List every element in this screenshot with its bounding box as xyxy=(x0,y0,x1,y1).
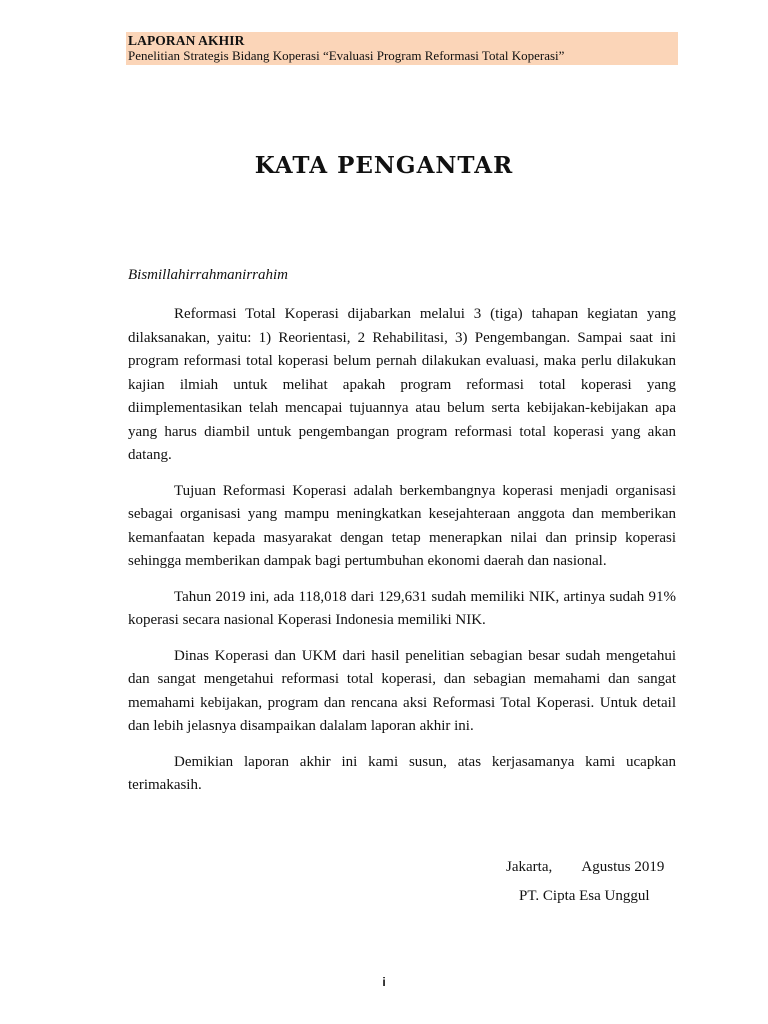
report-header-title: LAPORAN AKHIR xyxy=(128,33,245,48)
report-header xyxy=(126,32,678,65)
opening-greeting: Bismillahirrahmanirrahim xyxy=(128,267,289,283)
paragraph-2: Tujuan Reformasi Koperasi adalah berkembangnya koperasi menjadi organisasi sebagai organisasi yang mampu meningkatkan kesejahteraan anggota dan memberikan kemanfaatan kepada masyarakat dengan tetap menerapkan nilai dan prinsip koperasi sehingga memberikan dampak bagi pertumbuhan ekonomi daerah dan nasional. xyxy=(128,482,676,569)
signature-block xyxy=(506,859,664,905)
signature-company: PT. Cipta Esa Unggul xyxy=(519,888,650,904)
body-text xyxy=(128,303,676,810)
paragraph-1: Reformasi Total Koperasi dijabarkan melalui 3 (tiga) tahapan kegiatan yang dilaksanakan, yaitu: 1) Reorientasi, 2 Rehabilitasi, 3) Pengembangan. Sampai saat ini program reformasi total koperasi belum pernah dilakukan evaluasi, maka perlu dilakukan kajian ilmiah untuk melihat apakah program reformasi total koperasi yang diimplementasikan telah mencapai tujuannya atau belum serta kebijakan-kebijakan apa yang harus diambil untuk pengembangan program reformasi total koperasi yang akan datang. xyxy=(128,306,676,463)
paragraph-3: Tahun 2019 ini, ada 118,018 dari 129,631 sudah memiliki NIK, artinya sudah 91% koperasi secara nasional Koperasi Indonesia memiliki NIK. xyxy=(128,588,676,628)
report-header-subtitle: Penelitian Strategis Bidang Koperasi “Evaluasi Program Reformasi Total Koperasi” xyxy=(128,48,565,63)
page-title: KATA PENGANTAR xyxy=(254,152,514,179)
page-number: i xyxy=(382,975,386,989)
paragraph-5: Demikian laporan akhir ini kami susun, atas kerjasamanya kami ucapkan terimakasih. xyxy=(128,753,676,793)
signature-place-date: Jakarta, Agustus 2019 xyxy=(506,859,665,875)
paragraph-4: Dinas Koperasi dan UKM dari hasil penelitian sebagian besar sudah mengetahui dan sangat mengetahui reformasi total koperasi, dan sebagian memahami dan sangat memahami kebijakan, program dan rencana aksi Reformasi Total Koperasi. Untuk detail dan lebih jelasnya disampaikan dalalam laporan akhir ini. xyxy=(128,647,676,734)
